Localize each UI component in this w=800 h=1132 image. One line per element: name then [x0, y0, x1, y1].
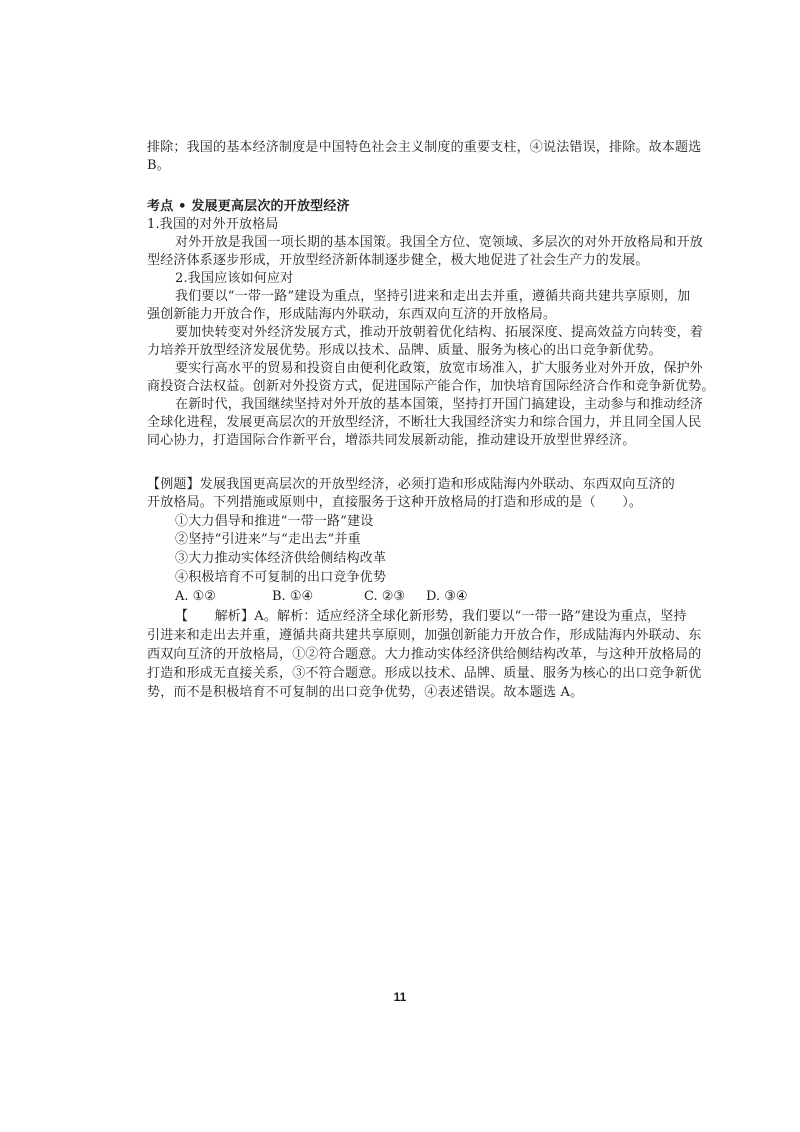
para-4-line-2: 商投资合法权益。创新对外投资方式，促进国际产能合作，加快培育国际经济合作和竞争新优势。: [147, 379, 715, 394]
para-3-line-1: 要加快转变对外经济发展方式，推动开放朝着优化结构、拓展深度、提高效益方向转变，着: [175, 325, 704, 340]
subheading-1: 1.我国的对外开放格局: [147, 217, 279, 232]
option-a: A. ①②: [175, 589, 216, 604]
para-4-line-1: 要实行高水平的贸易和投资自由便利化政策，放宽市场准入，扩大服务业对外开放，保护外: [175, 361, 704, 376]
analysis-line-3: 西双向互济的开放格局，①②符合题意。大力推动实体经济供给侧结构改革，与这种开放格局的: [147, 647, 702, 662]
example-item-2: ②坚持“引进来”与“走出去”并重: [175, 532, 361, 547]
para-1-line-2: 型经济体系逐步形成，开放型经济新体制逐步健全，极大地促进了社会生产力的发展。: [147, 253, 649, 268]
option-c: C. ②③: [364, 589, 406, 604]
analysis-line-5: 势，而不是积极培育不可复制的出口竞争优势，④表述错误。故本题选 A。: [147, 685, 584, 700]
example-question-line-2: 开放格局。下列措施或原则中，直接服务于这种开放格局的打造和形成的是（ ）。: [147, 495, 643, 510]
subheading-2: 2.我国应该如何应对: [175, 271, 294, 286]
example-item-1: ①大力倡导和推进“一带一路”建设: [175, 514, 374, 529]
example-item-3: ③大力推动实体经济供给侧结构改革: [175, 551, 387, 566]
analysis-line-4: 打造和形成无直接关系，③不符合题意。形成以技术、品牌、质量、服务为核心的出口竞争新优: [147, 666, 702, 681]
prev-answer-line-1: 排除；我国的基本经济制度是中国特色社会主义制度的重要支柱，④说法错误，排除。故本题选: [147, 140, 702, 155]
para-5-line-2: 全球化进程，发展更高层次的开放型经济，不断壮大我国经济实力和综合国力，并且同全国人民: [147, 415, 702, 430]
prev-answer-line-2: B。: [147, 158, 170, 173]
analysis-line-1: 【 解析】A。解析：适应经济全球化新形势，我们要以“一带一路”建设为重点，坚持: [175, 609, 687, 624]
para-5-line-1: 在新时代，我国继续坚持对外开放的基本国策，坚持打开国门搞建设，主动参与和推动经济: [175, 397, 704, 412]
analysis-line-2: 引进来和走出去并重，遵循共商共建共享原则，加强创新能力开放合作，形成陆海内外联动、东: [147, 628, 702, 643]
example-item-4: ④积极培育不可复制的出口竞争优势: [175, 570, 387, 585]
para-5-line-3: 同心协力，打造国际合作新平台，增添共同发展新动能，推动建设开放型世界经济。: [147, 433, 636, 448]
option-d: D. ③④: [426, 589, 468, 604]
para-1-line-1: 对外开放是我国一项长期的基本国策。我国全方位、宽领域、多层次的对外开放格局和开放: [175, 235, 704, 250]
section-title: 考点 • 发展更高层次的开放型经济: [147, 199, 350, 214]
para-2-line-1: 我们要以“一带一路”建设为重点，坚持引进来和走出去并重，遵循共商共建共享原则，加: [175, 289, 691, 304]
para-3-line-2: 力培养开放型经济发展优势。形成以技术、品牌、质量、服务为核心的出口竞争新优势。: [147, 343, 662, 358]
option-b: B. ①④: [272, 589, 314, 604]
example-question-line-1: 【例题】发展我国更高层次的开放型经济，必须打造和形成陆海内外联动、东西双向互济的: [147, 477, 676, 492]
para-2-line-2: 强创新能力开放合作，形成陆海内外联动，东西双向互济的开放格局。: [147, 307, 557, 322]
page-number: 11: [393, 990, 407, 1004]
